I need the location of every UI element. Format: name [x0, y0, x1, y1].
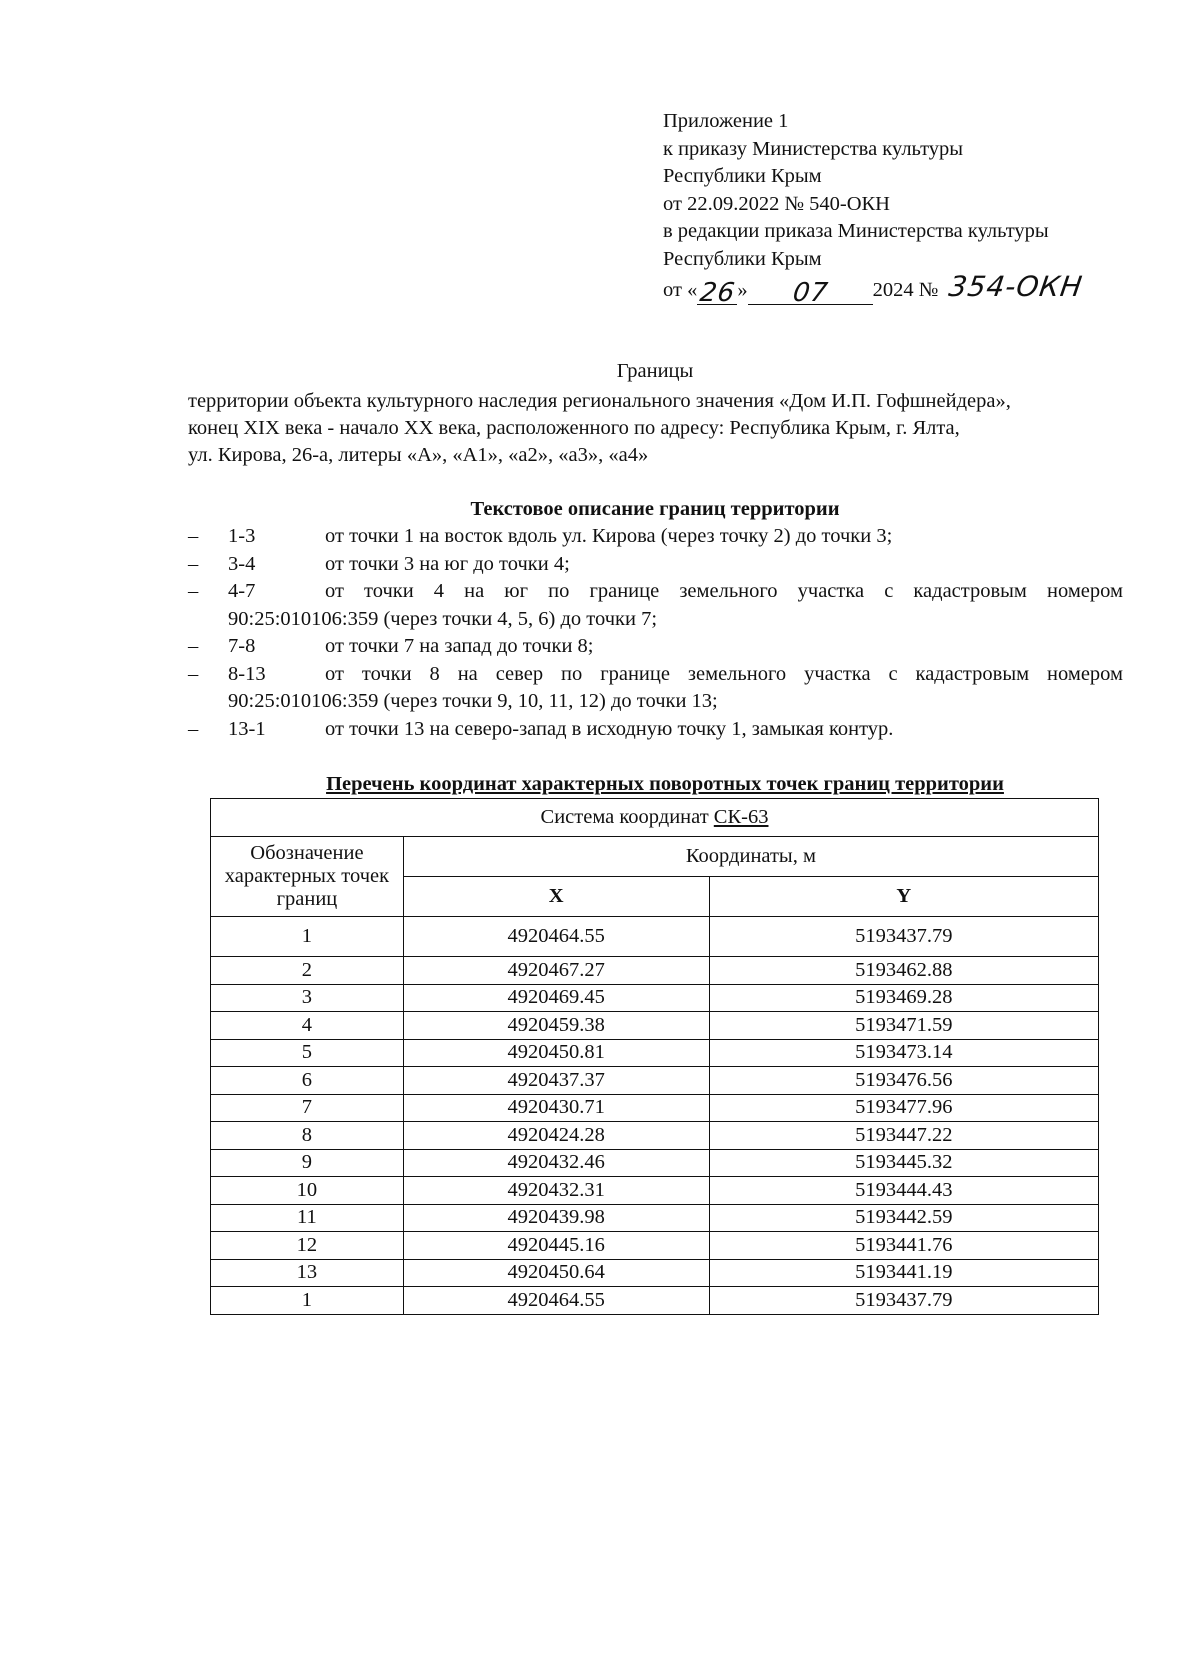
- segment-text-continued: 90:25:010106:359 (через точки 4, 5, 6) до точки 7;: [228, 607, 658, 630]
- list-item: [188, 661, 1123, 716]
- segment-text: от точки 3 на юг до точки 4;: [325, 552, 570, 575]
- x-cell: 4920432.31: [403, 1177, 709, 1205]
- y-cell: 5193442.59: [709, 1204, 1099, 1232]
- segment-line-justified: [228, 578, 1123, 606]
- table-row: [211, 1012, 1099, 1040]
- coords-header: Координаты, м: [403, 837, 1098, 877]
- y-cell: 5193441.19: [709, 1259, 1099, 1287]
- point-cell: 1: [211, 1287, 404, 1315]
- y-cell: 5193441.76: [709, 1232, 1099, 1260]
- x-cell: 4920424.28: [403, 1122, 709, 1150]
- x-cell: 4920450.64: [403, 1259, 709, 1287]
- point-cell: 8: [211, 1122, 404, 1150]
- segment-code: 7-8: [228, 635, 256, 657]
- appendix-order-ref: к приказу Министерства культуры: [663, 137, 964, 160]
- dash-bullet: –: [188, 525, 199, 547]
- x-cell: 4920432.46: [403, 1149, 709, 1177]
- x-cell: 4920464.55: [403, 917, 709, 957]
- subtitle-line-3: ул. Кирова, 26-а, литеры «А», «А1», «а2», «а3», «а4»: [188, 444, 649, 466]
- appendix-number: Приложение 1: [663, 110, 789, 132]
- dash-bullet: –: [188, 662, 199, 685]
- description-heading: Текстовое описание границ территории: [470, 498, 840, 520]
- point-cell: 5: [211, 1039, 404, 1067]
- dash-bullet: –: [188, 635, 199, 657]
- table-row: [211, 1149, 1099, 1177]
- dash-bullet: –: [188, 552, 199, 575]
- x-header: X: [403, 877, 709, 917]
- list-item: [188, 578, 1123, 633]
- list-item: [188, 551, 1123, 579]
- order-number: 354-ОКН: [947, 270, 1086, 303]
- list-item: [188, 716, 1123, 744]
- table-row: [211, 1259, 1099, 1287]
- y-cell: 5193469.28: [709, 984, 1099, 1012]
- segment-text: от точки 13 на северо-запад в исходную точку 1, замыкая контур.: [325, 717, 894, 740]
- table-row: [211, 917, 1099, 957]
- point-cell: 2: [211, 957, 404, 985]
- segment-line-justified: [228, 661, 1123, 689]
- y-cell: 5193462.88: [709, 957, 1099, 985]
- dash-bullet: –: [188, 580, 199, 602]
- table-caption: Перечень координат характерных поворотных точек границ территории: [326, 773, 1004, 795]
- point-cell: 3: [211, 984, 404, 1012]
- dash-bullet: –: [188, 717, 199, 740]
- y-cell: 5193447.22: [709, 1122, 1099, 1150]
- date-prefix: от «: [663, 279, 698, 301]
- date-year: 2024 №: [872, 279, 939, 301]
- list-item: [188, 523, 1123, 551]
- table-row: [211, 1122, 1099, 1150]
- segment-text-continued: 90:25:010106:359 (через точки 9, 10, 11, 12) до точки 13;: [228, 690, 718, 712]
- y-cell: 5193445.32: [709, 1149, 1099, 1177]
- y-cell: 5193444.43: [709, 1177, 1099, 1205]
- point-cell: 10: [211, 1177, 404, 1205]
- segment-code: 3-4: [228, 552, 256, 575]
- y-cell: 5193471.59: [709, 1012, 1099, 1040]
- coordinate-system-cell: [211, 799, 1099, 837]
- subtitle-line-2: конец XIX века - начало XX века, расположенного по адресу: Республика Крым, г. Ялта,: [188, 417, 960, 439]
- segment-code: 1-3: [228, 525, 256, 547]
- segment-text: от точки 4 на юг по границе земельного участка с кадастровым номером: [325, 580, 1123, 602]
- x-cell: 4920439.98: [403, 1204, 709, 1232]
- x-cell: 4920450.81: [403, 1039, 709, 1067]
- appendix-revision-date: [663, 270, 1086, 308]
- appendix-republic: Республики Крым: [663, 165, 822, 187]
- appendix-block: [663, 108, 1086, 308]
- date-month-field: [748, 277, 873, 308]
- table-row: [211, 957, 1099, 985]
- point-cell: 1: [211, 917, 404, 957]
- date-mid: »: [737, 279, 748, 301]
- table-row: [211, 1204, 1099, 1232]
- subtitle-line-1: территории объекта культурного наследия регионального значения «Дом И.П. Гофшнейдера»,: [188, 390, 1011, 412]
- coordinates-table: [210, 798, 1099, 1315]
- header-row: [211, 837, 1099, 877]
- segment-code: 13-1: [228, 717, 266, 740]
- x-cell: 4920469.45: [403, 984, 709, 1012]
- x-cell: 4920445.16: [403, 1232, 709, 1260]
- appendix-revision: в редакции приказа Министерства культуры: [663, 220, 1049, 242]
- document-subtitle: [188, 388, 1148, 469]
- point-cell: 9: [211, 1149, 404, 1177]
- designation-header: Обозначение характерных точек границ: [211, 837, 404, 917]
- point-cell: 12: [211, 1232, 404, 1260]
- table-row: [211, 1094, 1099, 1122]
- x-cell: 4920430.71: [403, 1094, 709, 1122]
- table-row: [211, 1039, 1099, 1067]
- date-day: 26: [697, 277, 738, 308]
- segment-code: 4-7: [228, 580, 256, 602]
- table-row: [211, 1232, 1099, 1260]
- y-cell: 5193437.79: [709, 1287, 1099, 1315]
- y-cell: 5193477.96: [709, 1094, 1099, 1122]
- date-month: 07: [790, 277, 830, 308]
- x-cell: 4920437.37: [403, 1067, 709, 1095]
- y-header: Y: [709, 877, 1099, 917]
- point-cell: 7: [211, 1094, 404, 1122]
- x-cell: 4920459.38: [403, 1012, 709, 1040]
- segment-text: от точки 7 на запад до точки 8;: [325, 635, 594, 657]
- date-day-field: [697, 277, 738, 308]
- point-cell: 4: [211, 1012, 404, 1040]
- appendix-order-date: от 22.09.2022 № 540-ОКН: [663, 192, 890, 215]
- segment-code: 8-13: [228, 662, 266, 685]
- point-cell: 11: [211, 1204, 404, 1232]
- list-item: [188, 633, 1123, 661]
- table-row: [211, 1177, 1099, 1205]
- x-cell: 4920467.27: [403, 957, 709, 985]
- y-cell: 5193437.79: [709, 917, 1099, 957]
- system-label: Система координат: [540, 806, 709, 828]
- y-cell: 5193473.14: [709, 1039, 1099, 1067]
- table-row: [211, 984, 1099, 1012]
- point-cell: 13: [211, 1259, 404, 1287]
- system-value: СК-63: [713, 806, 769, 828]
- point-cell: 6: [211, 1067, 404, 1095]
- segment-text: от точки 1 на восток вдоль ул. Кирова (через точку 2) до точки 3;: [325, 525, 893, 547]
- y-cell: 5193476.56: [709, 1067, 1099, 1095]
- document-title: Границы: [616, 360, 694, 382]
- system-row: [211, 799, 1099, 837]
- table-row: [211, 1067, 1099, 1095]
- x-cell: 4920464.55: [403, 1287, 709, 1315]
- coordinate-rows: [211, 917, 1099, 1315]
- table-row: [211, 1287, 1099, 1315]
- segment-text: от точки 8 на север по границе земельного участка с кадастровым номером: [325, 662, 1123, 685]
- appendix-republic-2: Республики Крым: [663, 247, 822, 270]
- description-list: [188, 523, 1123, 743]
